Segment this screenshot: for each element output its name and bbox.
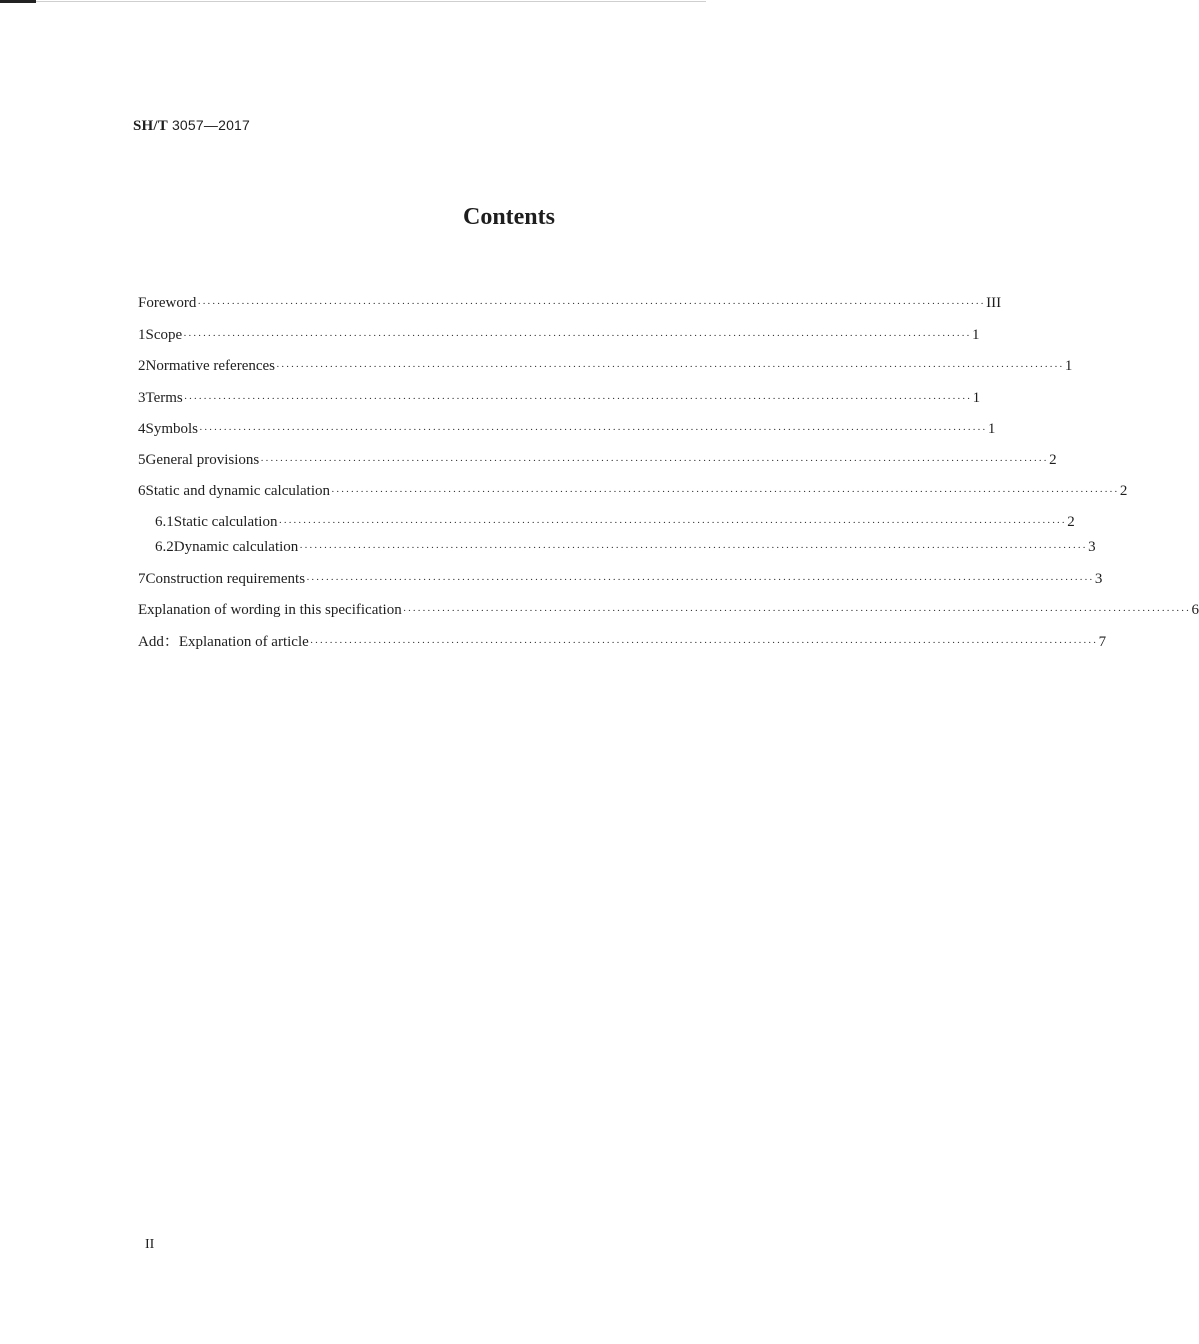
toc-entry-label: Add：Explanation of article xyxy=(138,634,309,650)
toc-entry-dynamic-calculation[interactable] xyxy=(155,538,1096,557)
toc-dot-leader: ·································································································································································· xyxy=(260,455,1049,467)
toc-page-number: 1 xyxy=(987,421,996,437)
toc-dot-leader: ·································································································································································· xyxy=(199,424,987,436)
toc-dot-leader: ·································································································································································· xyxy=(183,330,971,342)
toc-page-number: 7 xyxy=(1098,634,1107,650)
toc-entry-label: Foreword xyxy=(138,295,197,311)
toc-entry-foreword[interactable] xyxy=(138,294,1002,313)
toc-dot-leader: ·································································································································································· xyxy=(331,486,1119,498)
toc-dot-leader: ·································································································································································· xyxy=(183,393,972,405)
toc-entry-number: 6.1 xyxy=(155,514,174,530)
toc-dot-leader: ·································································································································································· xyxy=(402,605,1191,617)
toc-entry-number: 5 xyxy=(138,452,146,468)
toc-entry-label: Construction requirements xyxy=(145,571,306,587)
toc-entry-label: Normative references xyxy=(145,358,276,374)
toc-entry-label: Symbols xyxy=(145,421,199,437)
toc-entry-label: Scope xyxy=(145,327,183,343)
toc-entry-label: Static and dynamic calculation xyxy=(145,483,331,499)
toc-page-number: 6 xyxy=(1191,602,1199,618)
toc-entry-number: 1 xyxy=(138,327,146,343)
toc-dot-leader: ·································································································································································· xyxy=(276,361,1064,373)
toc-entry-number: 7 xyxy=(138,571,146,587)
page-title: Contents xyxy=(462,204,555,230)
toc-entry-label: Terms xyxy=(145,390,183,406)
toc-page-number: 1 xyxy=(972,327,980,343)
standard-code-number: 3057—2017 xyxy=(171,117,251,133)
toc-entry-symbols[interactable] xyxy=(138,420,996,439)
toc-dot-leader: ·································································································································································· xyxy=(197,298,986,310)
toc-entry-number: 6 xyxy=(138,483,146,499)
toc-page-number: 2 xyxy=(1119,483,1128,499)
toc-page-number: 3 xyxy=(1088,539,1096,555)
toc-entry-terms[interactable] xyxy=(138,389,981,408)
toc-page-number: 3 xyxy=(1094,571,1103,587)
toc-page-number: III xyxy=(986,295,1002,311)
toc-entry-number: 4 xyxy=(138,421,146,437)
toc-entry-explanation-of-wording[interactable] xyxy=(138,601,1199,620)
toc-page-number: 1 xyxy=(1064,358,1073,374)
footer-page-number: II xyxy=(145,1237,155,1252)
toc-entry-general-provisions[interactable] xyxy=(138,451,1057,470)
toc-entry-normative-references[interactable] xyxy=(138,357,1073,376)
toc-entry-construction-requirements[interactable] xyxy=(138,570,1103,589)
toc-page-number: 1 xyxy=(972,390,981,406)
toc-entry-label: General provisions xyxy=(145,452,260,468)
toc-entry-number: 2 xyxy=(138,358,146,374)
toc-dot-leader: ·································································································································································· xyxy=(299,542,1088,554)
toc-entry-static-calculation[interactable] xyxy=(155,513,1075,532)
toc-page-number: 2 xyxy=(1067,514,1075,530)
toc-entry-static-dynamic-calculation[interactable] xyxy=(138,482,1128,501)
toc-page-number: 2 xyxy=(1049,452,1057,468)
toc-entry-label: Static calculation xyxy=(173,514,278,530)
toc-dot-leader: ·································································································································································· xyxy=(278,517,1067,529)
toc-entry-number: 6.2 xyxy=(155,539,174,555)
toc-dot-leader: ·································································································································································· xyxy=(309,637,1098,649)
toc-entry-explanation-of-article[interactable] xyxy=(138,633,1107,652)
toc-entry-number: 3 xyxy=(138,390,146,406)
toc-entry-label: Dynamic calculation xyxy=(173,539,299,555)
toc-dot-leader: ·································································································································································· xyxy=(306,574,1094,586)
toc-entry-scope[interactable] xyxy=(138,326,980,345)
toc-entry-label: Explanation of wording in this specification xyxy=(138,602,402,618)
standard-code-prefix: SH/T xyxy=(133,118,168,134)
